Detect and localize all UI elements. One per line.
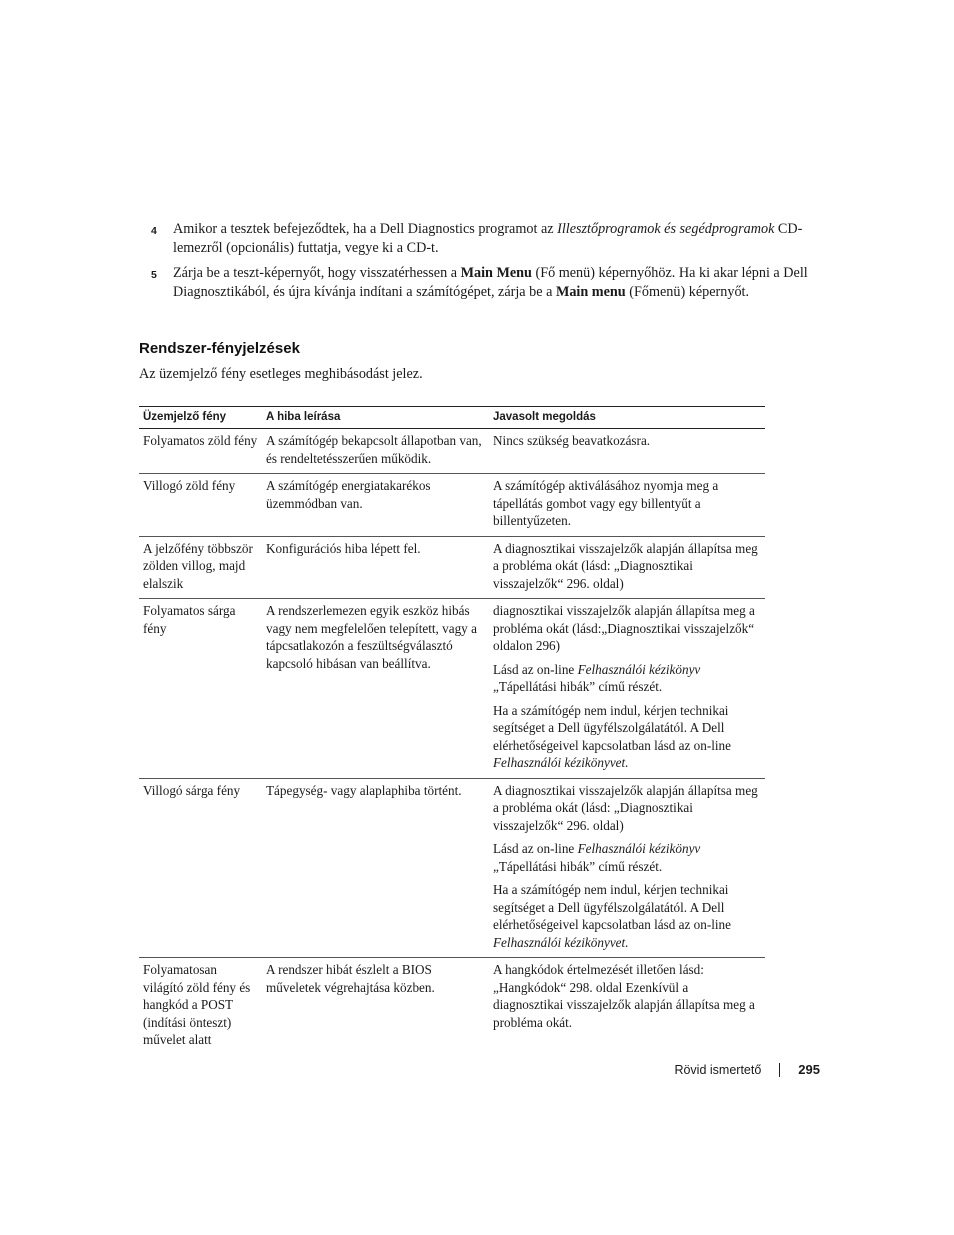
footer-section-title: Rövid ismertető [674,1062,762,1077]
solution-paragraph [493,661,761,696]
solution-paragraph [493,602,761,655]
solution-paragraph [493,782,761,835]
text-run: Nincs szükség beavatkozásra. [493,433,651,448]
table-header-row [139,407,765,429]
text-run: A hangkódok értelmezését illetően lásd:„Hangkódok“ 298. oldal Ezenkívül a diagnosztikai visszajelzők alapján állapítsa meg a probléma okát. [493,962,755,1030]
cell-problem: A számítógép energiatakarékos üzemmódban van. [262,474,489,537]
header-light: Üzemjelző fény [139,407,262,429]
step-text [173,264,816,301]
header-problem: A hiba leírása [262,407,489,429]
text-run: Lásd az on-line [493,841,578,856]
table-row [139,599,765,779]
solution-paragraph [493,961,761,1031]
text-run: „Tápellátási hibák” című részét. [493,858,663,874]
bold-text: Main Menu [460,265,532,281]
table-row [139,958,765,1055]
italic-text: Illesztőprogramok és segédprogramok [557,221,775,237]
step-5 [151,264,816,301]
text-run: A diagnosztikai visszajelzők alapján állapítsa meg a probléma okát (lásd: „Diagnosztikai visszajelzők“ 296. oldal) [493,782,758,833]
header-solution: Javasolt megoldás [489,407,765,429]
footer-divider [779,1063,780,1077]
cell-problem: Tápegység- vagy alaplaphiba történt. [262,778,489,958]
text-run: diagnosztikai visszajelzők alapján állapítsa meg a probléma okát (lásd:„Diagnosztikai visszajelzők“ oldalon 296) [493,603,755,653]
table-row [139,429,765,474]
solution-paragraph [493,432,761,450]
cell-problem: A számítógép bekapcsolt állapotban van, és rendeltetésszerűen működik. [262,429,489,474]
step-text [173,220,816,257]
text-run: A diagnosztikai visszajelzők alapján állapítsa meg a probléma okát (lásd: „Diagnosztikai visszajelzők“ 296. oldal) [493,540,758,591]
solution-paragraph [493,540,761,593]
step-number: 4 [151,225,157,237]
italic-text: Felhasználói kézikönyvet. [493,755,629,770]
cell-solution [489,778,765,958]
cell-solution [489,474,765,537]
intro-paragraph: Az üzemjelző fény esetleges meghibásodást jelez. [139,366,423,382]
text-run: Zárja be a teszt-képernyőt, hogy visszatérhessen a [173,265,461,281]
italic-text: Felhasználói kézikönyv [577,661,701,677]
system-lights-table [139,406,765,1055]
italic-text: Felhasználói kézikönyv [577,841,701,856]
step-4 [151,220,816,257]
cell-light: Villogó zöld fény [139,474,262,537]
table-body [139,429,765,1055]
table-row [139,778,765,958]
solution-paragraph [493,477,761,530]
table-row [139,474,765,537]
text-run: Ha a számítógép nem indul, kérjen technikai segítséget a Dell ügyfélszolgálatától. A Dell elérhetőségeivel kapcsolatban lásd az on-line [493,702,732,753]
cell-light: Folyamatos zöld fény [139,429,262,474]
text-run: CD-lemezről (opcionális) futtatja, vegye ki a CD-t. [173,221,803,256]
text-run: (Főmenü) képernyőt. [625,283,750,300]
bold-text: Main menu [555,283,626,300]
page-footer [674,1062,820,1077]
text-run: A számítógép aktiválásához nyomja meg a tápellátás gombot vagy egy billentyűt a billentyűzeten. [493,478,719,528]
solution-paragraph [493,702,761,772]
step-number: 5 [151,269,157,281]
cell-problem: A rendszer hibát észlelt a BIOS műveletek végrehajtása közben. [266,962,435,995]
text-run: Ha a számítógép nem indul, kérjen technikai segítséget a Dell ügyfélszolgálatától. A Dell elérhetőségeivel kapcsolatban lásd az on-line [493,882,732,932]
text-run: Amikor a tesztek befejeződtek, ha a Dell Diagnostics programot az [173,221,558,237]
page-number: 295 [798,1062,820,1077]
text-run: Lásd az on-line [493,661,578,677]
text-run: „Tápellátási hibák” című részét. [493,679,663,694]
cell-light: Folyamatosan világító zöld fény és hangkód a POST (indítási önteszt) művelet alatt [143,962,251,1047]
cell-problem: Konfigurációs hiba lépett fel. [262,536,489,599]
solution-paragraph [493,881,761,951]
table-row [139,536,765,599]
cell-light: Folyamatos sárga fény [139,599,262,779]
section-heading: Rendszer-fényjelzések [139,340,300,357]
italic-text: Felhasználói kézikönyvet. [493,934,629,950]
cell-solution [489,429,765,474]
cell-solution [489,599,765,779]
cell-light: A jelzőfény többször zölden villog, majd elalszik [139,536,262,599]
cell-problem: A rendszerlemezen egyik eszköz hibás vagy nem megfelelően telepített, vagy a tápcsatlakozón a feszültségválasztó kapcsoló hibásan van beállítva. [262,599,489,779]
text-run: (Fő menü) képernyőhöz. Ha ki akar lépni a Dell Diagnosztikából, és újra kívánja indítani a számítógépet, zárja be a [173,265,808,300]
cell-solution [489,536,765,599]
cell-solution [489,958,765,1055]
cell-light: Villogó sárga fény [139,778,262,958]
solution-paragraph [493,840,761,875]
